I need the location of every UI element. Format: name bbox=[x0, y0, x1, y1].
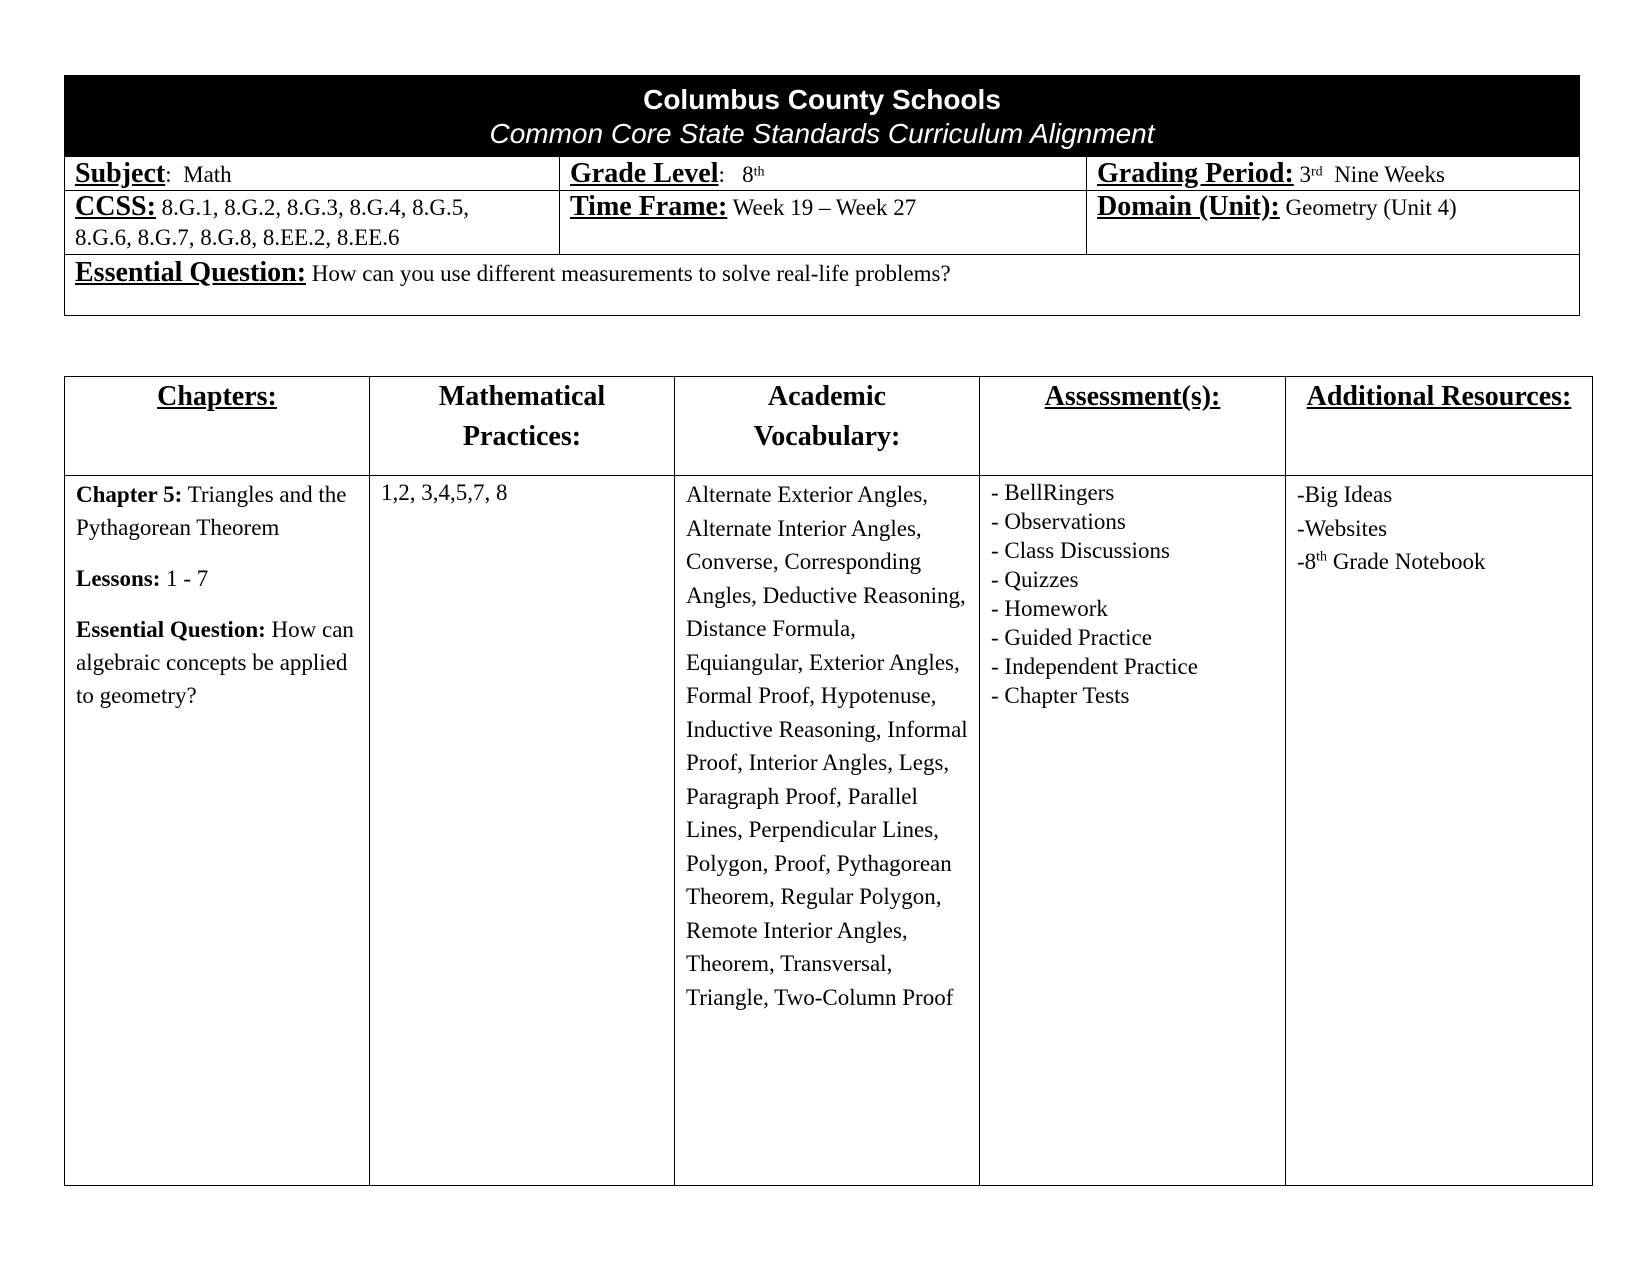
subject-label: Subject bbox=[75, 158, 166, 189]
resources-cell bbox=[1286, 476, 1593, 1186]
header-assessments: Assessment(s): bbox=[980, 377, 1286, 476]
time-frame-cell bbox=[559, 191, 1086, 254]
ccss-line-2: 8.G.6, 8.G.7, 8.G.8, 8.EE.2, 8.EE.6 bbox=[75, 225, 400, 250]
time-frame-value: Week 19 – Week 27 bbox=[732, 195, 917, 220]
grading-period-cell bbox=[1086, 157, 1579, 190]
assessments-list bbox=[991, 478, 1274, 710]
grade-level-value: 8 bbox=[742, 162, 754, 187]
info-row-2 bbox=[65, 190, 1579, 254]
grade-level-label: Grade Level bbox=[570, 158, 719, 189]
lessons bbox=[76, 562, 358, 595]
document-subtitle: Common Core State Standards Curriculum Alignment bbox=[489, 118, 1155, 149]
chapter-title-text: Triangles and the Pythagorean Theorem bbox=[76, 482, 347, 540]
list-item: - BellRingers bbox=[991, 480, 1115, 505]
lessons-value: 1 - 7 bbox=[166, 566, 209, 591]
notebook-text: Grade Notebook bbox=[1327, 549, 1486, 574]
assessments-cell bbox=[980, 476, 1286, 1186]
list-item: - Observations bbox=[991, 509, 1126, 534]
list-item: - Quizzes bbox=[991, 567, 1079, 592]
header-academic-vocabulary-text: Academic Vocabulary: bbox=[753, 381, 901, 452]
notebook-prefix: -8 bbox=[1297, 549, 1317, 574]
list-item: - Independent Practice bbox=[991, 654, 1198, 679]
header-chapters: Chapters: bbox=[65, 377, 370, 476]
lessons-label: Lessons: bbox=[76, 566, 161, 591]
academic-vocabulary-cell: Alternate Exterior Angles, Alternate Interior Angles, Converse, Corresponding Angles, Deductive Reasoning, Distance Formula, Equiangular, Exterior Angles, Formal Proof, Hypotenuse, Inductive Reasoning, Informal Proof, Interior Angles, Legs, Paragraph Proof, Parallel Lines, Perpendicular Lines, Polygon, Proof, Pythagorean Theorem, Regular Polygon, Remote Interior Angles, Theorem, Transversal, Triangle, Two-Column Proof bbox=[675, 476, 980, 1186]
time-frame-label: Time Frame: bbox=[570, 191, 728, 222]
header-mathematical-practices-text: Mathematical Practices: bbox=[438, 381, 606, 452]
ccss-cell bbox=[65, 191, 559, 254]
list-item: - Class Discussions bbox=[991, 538, 1170, 563]
chapter-essential-question bbox=[76, 613, 358, 712]
ccss-label: CCSS: bbox=[75, 191, 156, 222]
mathematical-practices-cell: 1,2, 3,4,5,7, 8 bbox=[370, 476, 675, 1186]
curriculum-table bbox=[64, 376, 1593, 1186]
grading-period-label: Grading Period: bbox=[1097, 158, 1294, 189]
grade-level-suffix: th bbox=[753, 164, 765, 180]
list-item: -Websites bbox=[1297, 515, 1388, 541]
grade-level-cell: Grade Level: 8th bbox=[559, 157, 1086, 190]
header-additional-resources: Additional Resources: bbox=[1286, 377, 1593, 476]
school-name: Columbus County Schools bbox=[643, 84, 1001, 115]
notebook-suffix: th bbox=[1316, 549, 1328, 565]
grading-period-value: 3 bbox=[1299, 162, 1312, 187]
essential-question-value: How can you use different measurements to solve real-life problems? bbox=[311, 261, 951, 286]
header-academic-vocabulary bbox=[675, 377, 980, 476]
table-row bbox=[65, 476, 1593, 1186]
domain-cell bbox=[1086, 191, 1579, 254]
subject-cell: Subject: Math bbox=[75, 158, 232, 189]
chapter-essential-question-text: How can algebraic concepts be applied to geometry? bbox=[76, 617, 354, 708]
info-row-3 bbox=[65, 254, 1579, 315]
list-item: -Big Ideas bbox=[1297, 482, 1393, 507]
chapter-title bbox=[76, 478, 358, 544]
table-header-row bbox=[65, 377, 1593, 476]
list-item: - Guided Practice bbox=[991, 625, 1152, 650]
title-banner bbox=[65, 76, 1579, 156]
essential-question-label: Essential Question: bbox=[75, 257, 307, 288]
list-item: - Chapter Tests bbox=[991, 683, 1130, 708]
resources-list bbox=[1297, 478, 1581, 579]
chapter-essential-question-label: Essential Question: bbox=[76, 617, 266, 642]
header-mathematical-practices bbox=[370, 377, 675, 476]
essential-question-cell bbox=[65, 255, 1579, 315]
grading-period-suffix: rd bbox=[1311, 164, 1323, 180]
grading-period-text: Nine Weeks bbox=[1334, 162, 1445, 187]
domain-label: Domain (Unit): bbox=[1097, 191, 1280, 222]
info-row-1 bbox=[65, 156, 1579, 190]
chapter-label: Chapter 5: bbox=[76, 482, 183, 507]
domain-value: Geometry (Unit 4) bbox=[1285, 195, 1457, 220]
chapters-cell bbox=[65, 476, 370, 1186]
list-item bbox=[1297, 545, 1581, 579]
curriculum-header bbox=[64, 75, 1580, 316]
list-item: - Homework bbox=[991, 596, 1108, 621]
subject-value: Math bbox=[183, 162, 232, 187]
ccss-line-1: 8.G.1, 8.G.2, 8.G.3, 8.G.4, 8.G.5, bbox=[161, 195, 469, 220]
